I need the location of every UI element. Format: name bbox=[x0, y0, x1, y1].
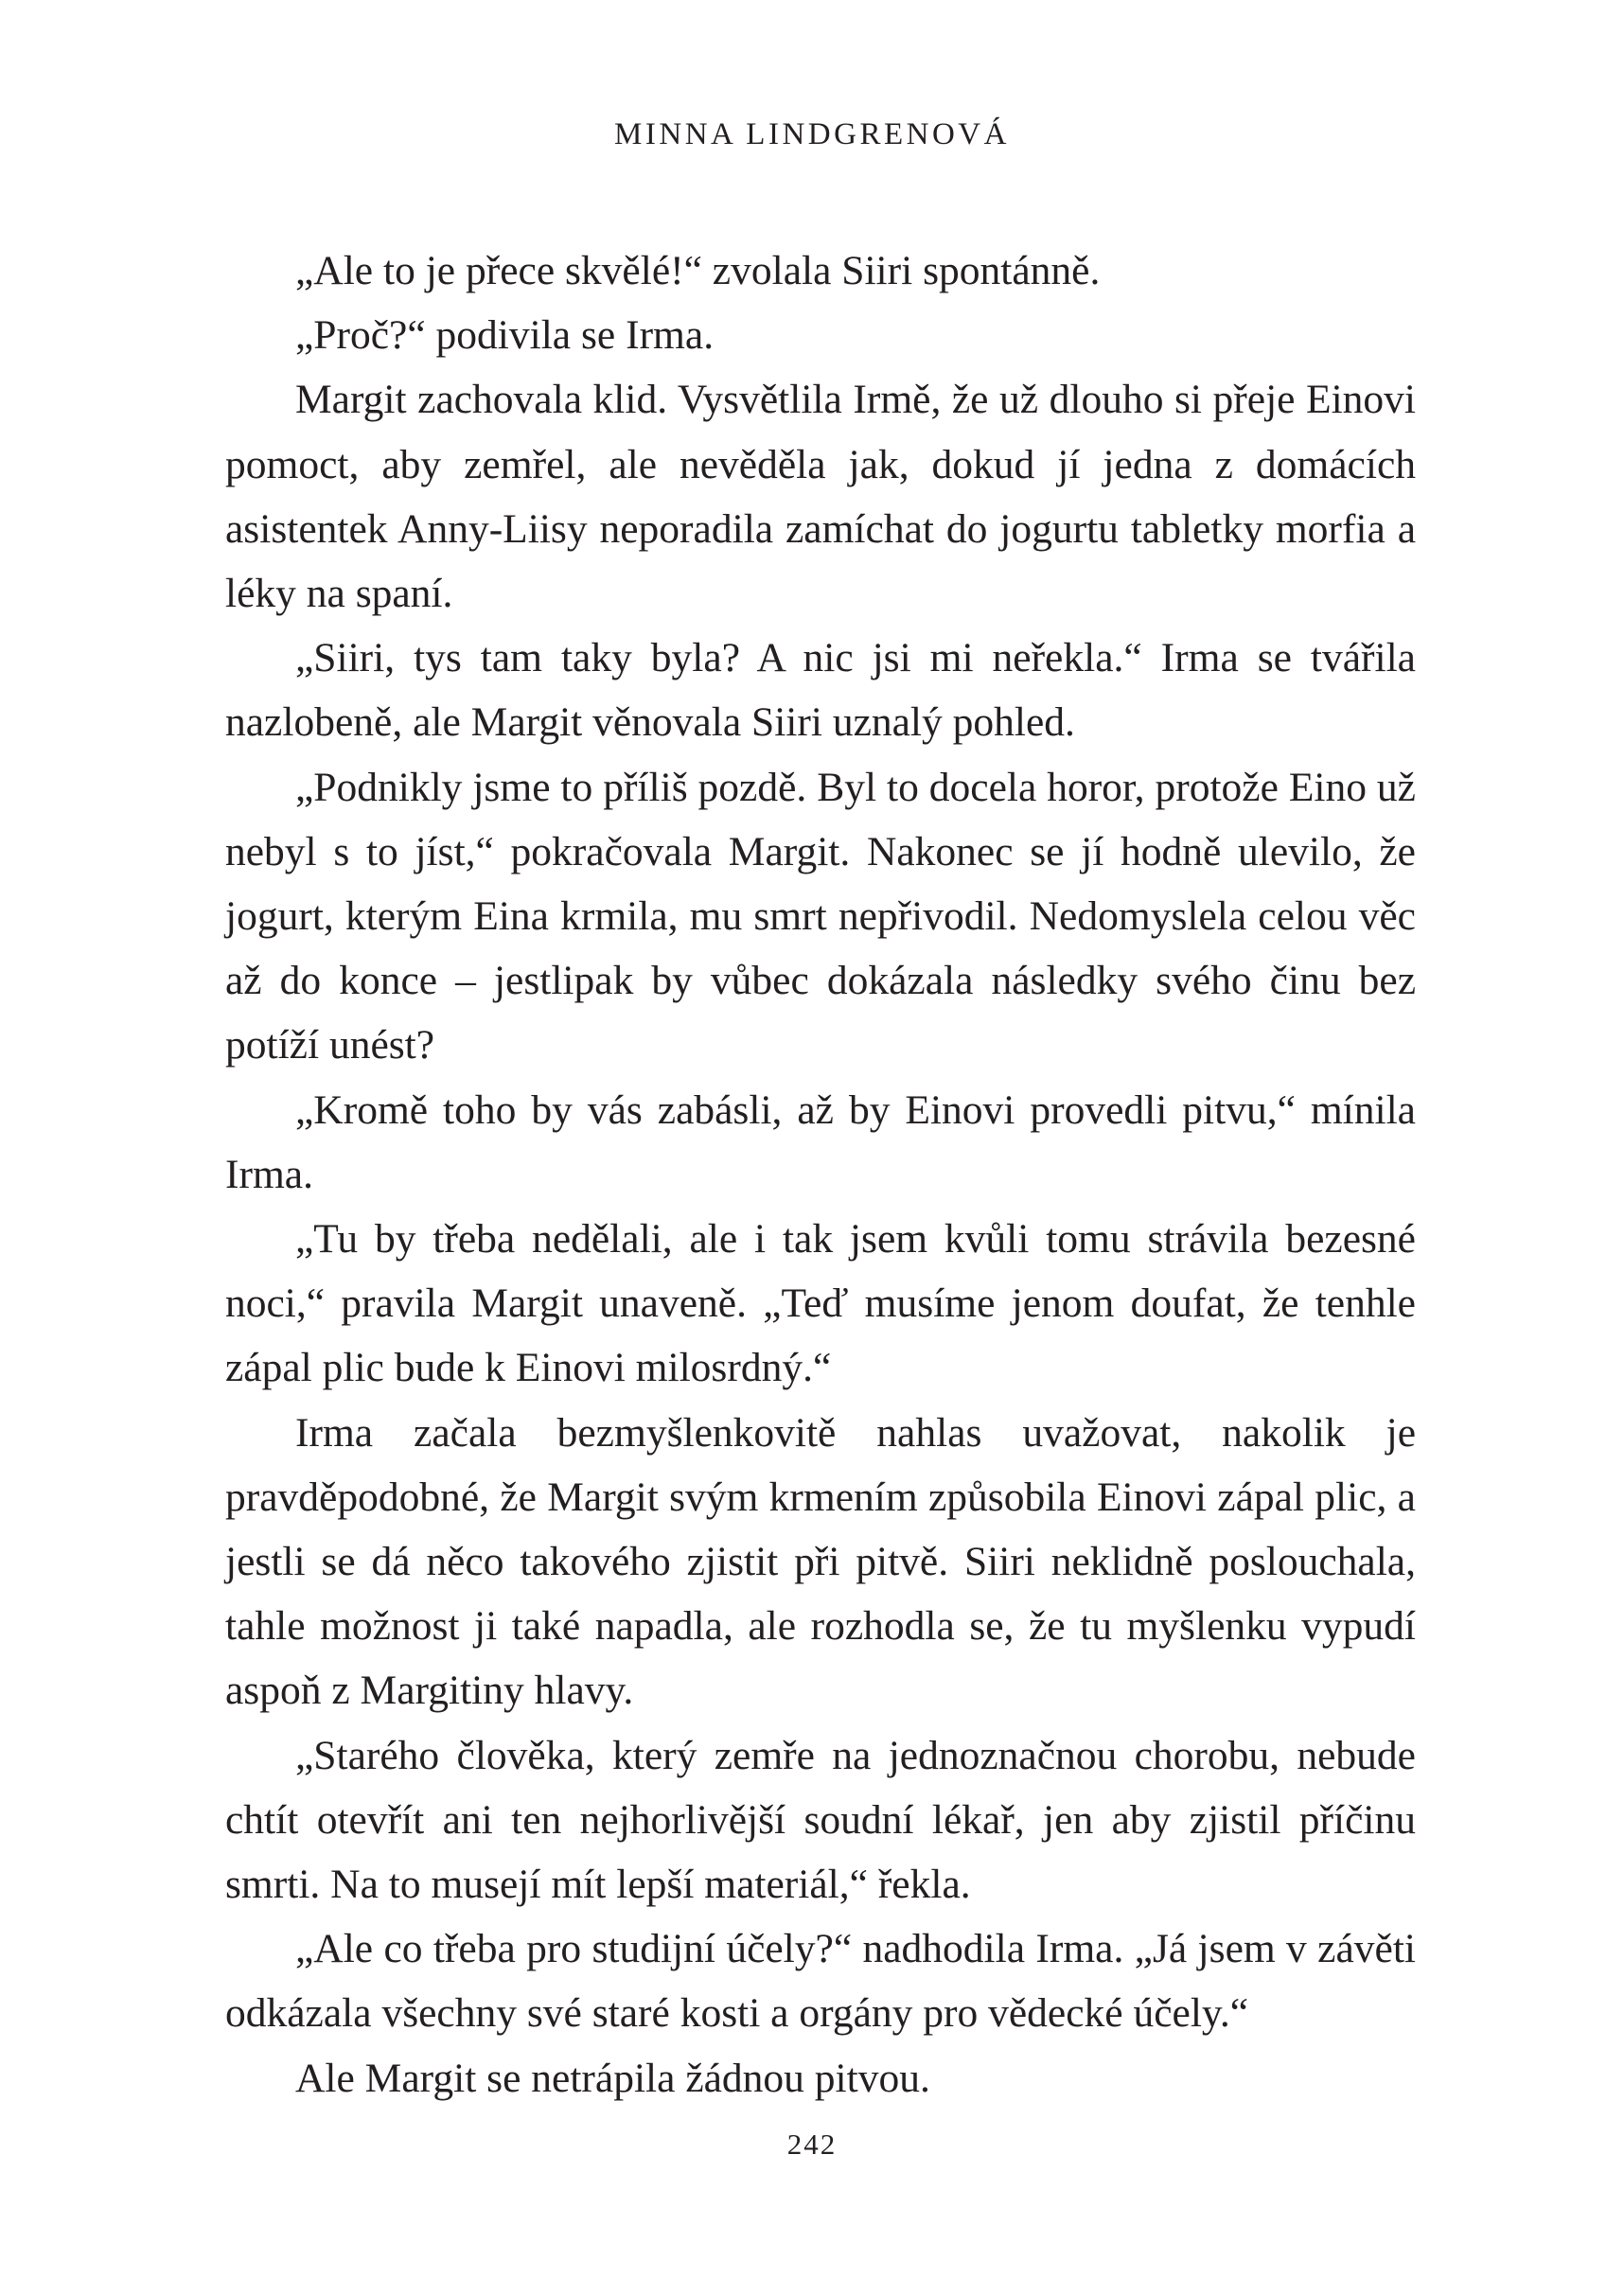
paragraph: „Tu by třeba nedělali, ale i tak jsem kvůli tomu strávila bezesné noci,“ pravila Margit unaveně. „Teď musíme jenom doufat, že tenhle zápal plic bude k Einovi milosrdný.“ bbox=[225, 1216, 1416, 1391]
paragraph: „Siiri, tys tam taky byla? A nic jsi mi neřekla.“ Irma se tvářila nazlobeně, ale Margit věnovala Siiri uznalý pohled. bbox=[225, 635, 1416, 746]
paragraph: Ale Margit se netrápila žádnou pitvou. bbox=[295, 2055, 930, 2101]
paragraph: Irma začala bezmyšlenkovitě nahlas uvažovat, nakolik je pravděpodobné, že Margit svým krmením způsobila Einovi zápal plic, a jestli se dá něco takového zjistit při pitvě. Siiri neklidně poslouchala, tahle možnost ji také napadla, ale rozhodla se, že tu myšlenku vypudí aspoň z Margitiny hlavy. bbox=[225, 1409, 1416, 1714]
paragraph: „Kromě toho by vás zabásli, až by Einovi provedli pitvu,“ mínila Irma. bbox=[225, 1086, 1416, 1197]
body-text bbox=[225, 238, 1416, 2110]
paragraph: „Ale to je přece skvělé!“ zvolala Siiri spontánně. bbox=[295, 248, 1101, 293]
paragraph: „Ale co třeba pro studijní účely?“ nadhodila Irma. „Já jsem v závěti odkázala všechny své staré kosti a orgány pro vědecké účely.“ bbox=[225, 1926, 1416, 2037]
paragraph: Margit zachovala klid. Vysvětlila Irmě, že už dlouho si přeje Einovi pomoct, aby zemřel, ale nevěděla jak, dokud jí jedna z domácích asistentek Anny-Liisy neporadila zamíchat do jogurtu tabletky morfia a léky na spaní. bbox=[225, 377, 1416, 617]
running-head-author: MINNA LINDGRENOVÁ bbox=[614, 117, 1010, 151]
paragraph: „Starého člověka, který zemře na jednoznačnou chorobu, nebude chtít otevřít ani ten nejhorlivější soudní lékař, jen aby zjistil příčinu smrti. Na to musejí mít lepší materiál,“ řekla. bbox=[225, 1732, 1416, 1908]
paragraph: „Proč?“ podivila se Irma. bbox=[295, 312, 715, 359]
paragraph: „Podnikly jsme to příliš pozdě. Byl to docela horor, protože Eino už nebyl s to jíst,“ pokračovala Margit. Nakonec se jí hodně ulevilo, že jogurt, kterým Eina krmila, mu smrt nepřivodil. Nedomyslela celou věc až do konce – jestlipak by vůbec dokázala následky svého činu bez potíží unést? bbox=[225, 764, 1416, 1068]
page-number: 242 bbox=[786, 2128, 838, 2161]
